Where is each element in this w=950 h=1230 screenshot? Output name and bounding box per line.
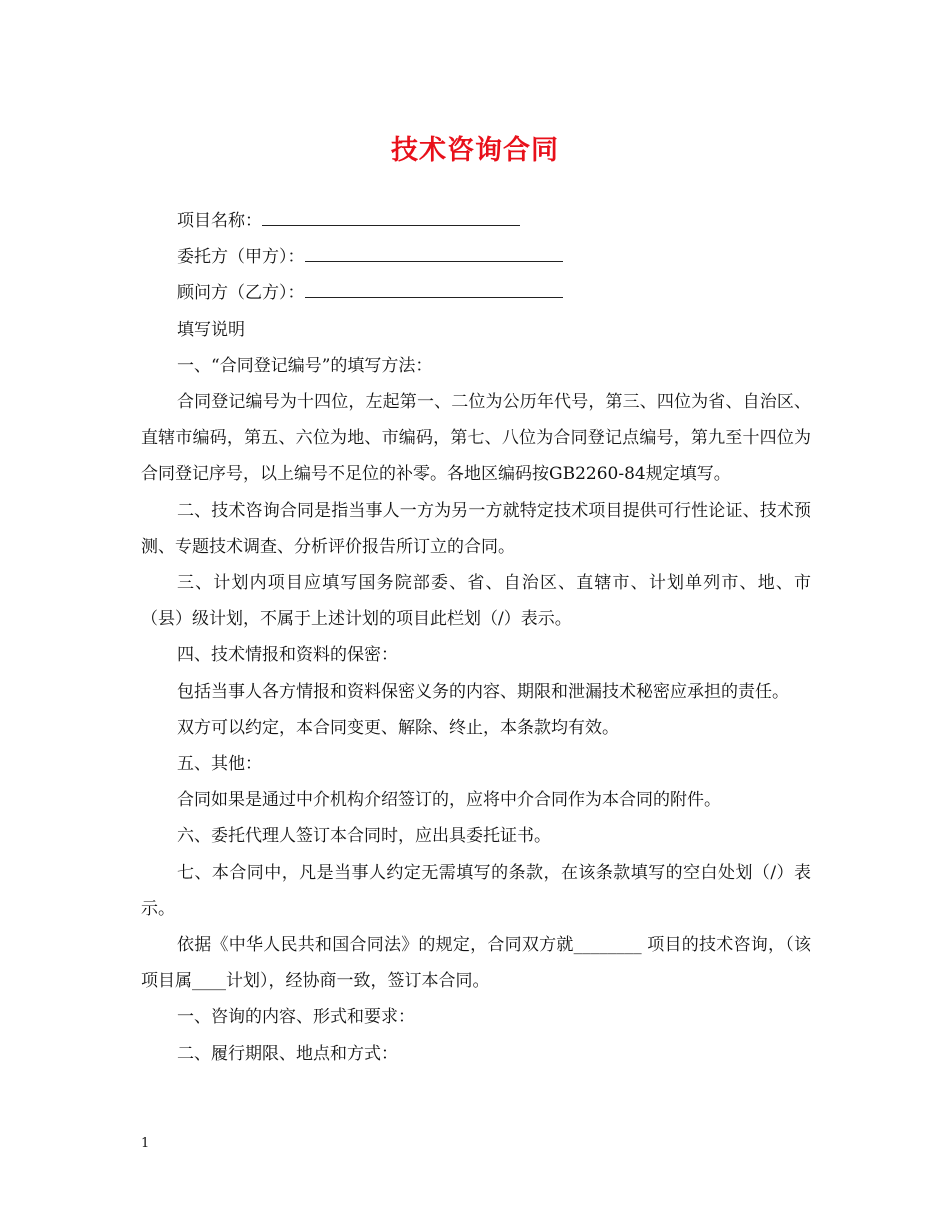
paragraph: 包括当事人各方情报和资料保密义务的内容、期限和泄漏技术秘密应承担的责任。 [177,681,789,702]
paragraph: 双方可以约定，本合同变更、解除、终止，本条款均有效。 [177,717,619,738]
section-heading: 二、履行期限、地点和方式： [177,1043,398,1064]
paragraph: 四、技术情报和资料的保密： [177,645,398,666]
paragraph: 六、委托代理人签订本合同时，应出具委托证书。 [177,826,551,847]
paragraph: 七、本合同中，凡是当事人约定无需填写的条款，在该条款填写的空白处划（/）表示。 [141,862,811,919]
client-blank[interactable] [305,239,563,262]
paragraph: 填写说明 [177,319,245,340]
field-project-name: 项目名称： [141,203,811,239]
paragraph: 五、其他： [177,754,262,775]
paragraph: 合同登记编号为十四位，左起第一、二位为公历年代号，第三、四位为省、自治区、直辖市编码，第五、六位为地、市编码，第七、八位为合同登记点编号，第九至十四位为合同登记序号，以上编号不足位的补零。各地区编码按GB2260-84规定填写。 [141,392,811,485]
paragraph: 二、技术咨询合同是指当事人一方为另一方就特定技术项目提供可行性论证、技术预测、专题技术调查、分析评价报告所订立的合同。 [141,500,811,557]
document-title: 技术咨询合同 [391,135,559,166]
consultant-blank[interactable] [305,275,563,298]
field-consultant: 顾问方（乙方）： [141,275,811,311]
page-number: 1 [141,1136,150,1151]
document-body [141,203,811,1072]
section-heading: 一、咨询的内容、形式和要求： [177,1007,415,1028]
paragraph: 合同如果是通过中介机构介绍签订的，应将中介合同作为本合同的附件。 [177,790,721,811]
contract-basis-paragraph: 依据《中华人民共和国合同法》的规定，合同双方就________ 项目的技术咨询，（该项目属____计划），经协商一致，签订本合同。 [141,935,811,992]
project-name-blank[interactable] [262,203,520,226]
paragraph: 一、“合同登记编号”的填写方法： [177,355,433,376]
paragraph: 三、计划内项目应填写国务院部委、省、自治区、直辖市、计划单列市、地、市（县）级计划，不属于上述计划的项目此栏划（/）表示。 [141,573,811,630]
field-client: 委托方（甲方）： [141,239,811,275]
